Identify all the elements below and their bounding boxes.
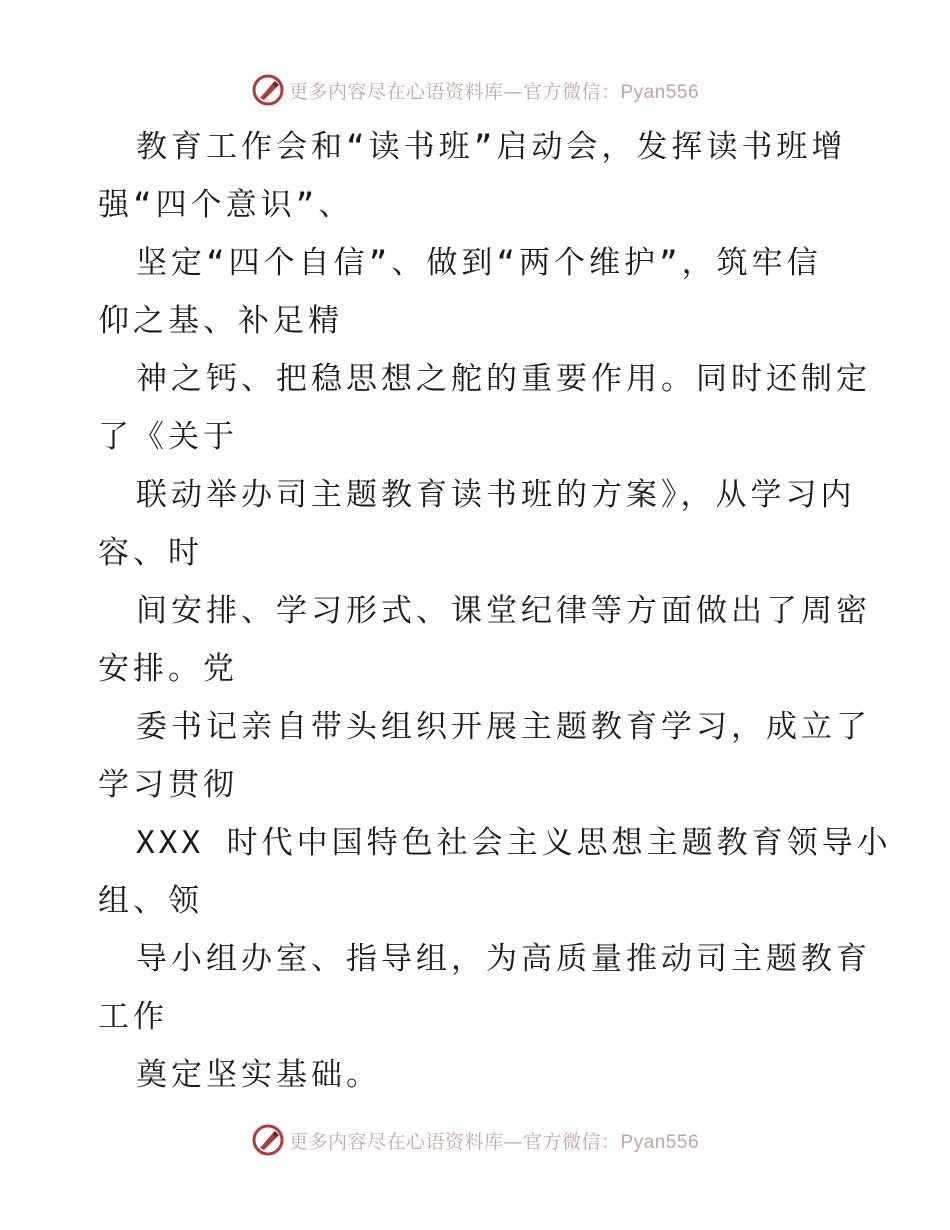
document-body	[98, 118, 892, 1104]
text-line-8: 容、时	[98, 535, 203, 571]
pen-logo-icon	[251, 1123, 285, 1157]
text-line-6: 了《关于	[98, 419, 238, 455]
watermark-separator: —	[503, 80, 523, 103]
text-line-12: 学习贯彻	[98, 767, 238, 803]
text-line-10: 安排。党	[98, 651, 238, 687]
text-line-4: 仰之基、补足精	[98, 303, 343, 339]
watermark-separator: —	[503, 1130, 523, 1153]
watermark-text	[289, 1127, 699, 1154]
watermark-text	[289, 77, 699, 104]
text-line-2: 强“四个意识”、	[98, 187, 354, 223]
text-line-16: 工作	[98, 999, 168, 1035]
text-line-11: 委书记亲自带头组织开展主题教育学习，成立了	[136, 709, 871, 745]
text-line-7: 联动举办司主题教育读书班的方案》，从学习内	[136, 477, 856, 513]
text-line-1: 教育工作会和“读书班”启动会，发挥读书班增	[136, 129, 847, 165]
footer-watermark	[0, 1120, 950, 1160]
text-line-13: XXX 时代中国特色社会主义思想主题教育领导小	[136, 825, 892, 861]
text-line-3: 坚定“四个自信”、做到“两个维护”，筑牢信	[136, 245, 822, 281]
watermark-main: 更多内容尽在心语资料库	[288, 1130, 504, 1153]
pen-logo-icon	[251, 73, 285, 107]
watermark-tail: 官方微信：Pyan556	[523, 81, 700, 103]
header-watermark	[0, 70, 950, 110]
text-line-5: 神之钙、把稳思想之舵的重要作用。同时还制定	[136, 361, 871, 397]
watermark-tail: 官方微信：Pyan556	[523, 1131, 700, 1153]
text-line-17: 奠定坚实基础。	[136, 1057, 381, 1093]
watermark-main: 更多内容尽在心语资料库	[288, 80, 504, 103]
text-line-15: 导小组办室、指导组，为高质量推动司主题教育	[136, 941, 871, 977]
text-line-14: 组、领	[98, 883, 203, 919]
text-line-9: 间安排、学习形式、课堂纪律等方面做出了周密	[136, 593, 871, 629]
